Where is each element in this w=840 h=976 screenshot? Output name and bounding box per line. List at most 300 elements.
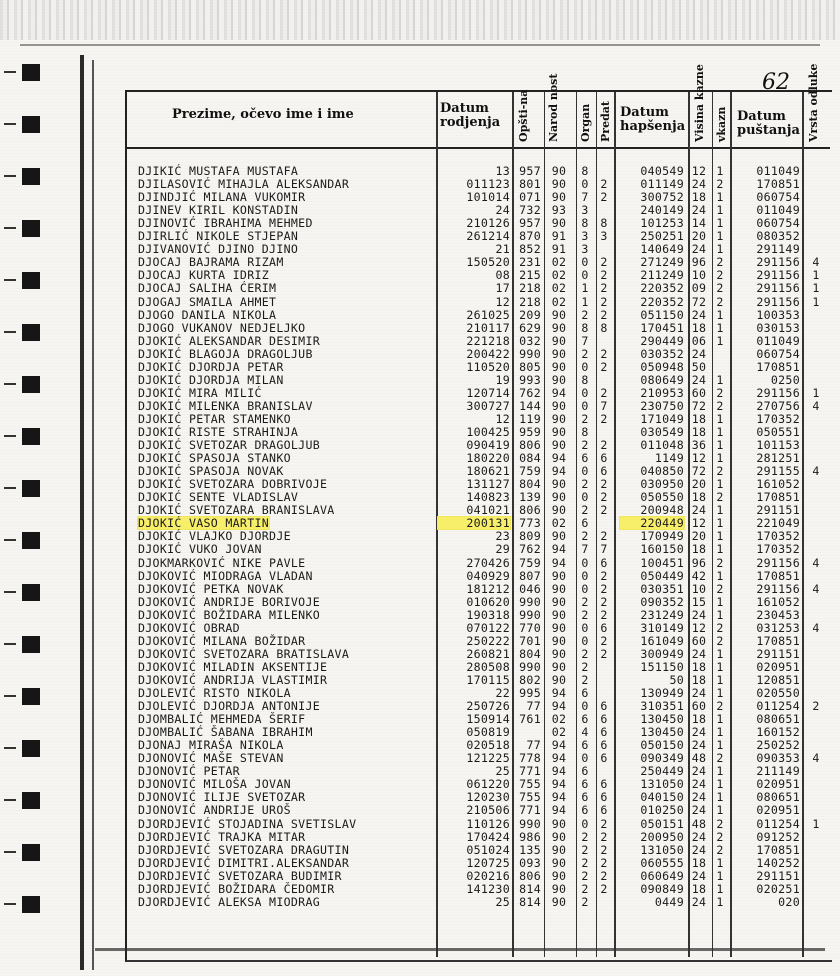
cell-n4: 2 — [600, 646, 608, 661]
cell-n4: 2 — [600, 868, 608, 883]
cell-n4: 6 — [600, 751, 608, 766]
cell-dob: 29 — [495, 542, 510, 557]
cell-name: DJOKOVIĆ BOŽIDARA MILENKO — [138, 607, 321, 622]
cell-name: DJOKIĆ DJORDJA PETAR — [138, 359, 284, 374]
cell-n2: 90 — [551, 216, 567, 231]
cell-name: DJILASOVIĆ MIHAJLA ALEKSANDAR — [138, 177, 350, 192]
cell-n2: 90 — [551, 477, 567, 492]
cell-n1: 773 — [519, 516, 541, 531]
table-row — [0, 883, 840, 895]
cell-name: DJOKOVIĆ PETKA NOVAK — [138, 581, 284, 596]
cell-r1: 18 — [691, 659, 707, 674]
cell-r1: 24 — [691, 738, 707, 753]
cell-arrest: 050151 — [640, 816, 684, 831]
cell-r2: 1 — [716, 203, 724, 218]
cell-n2: 90 — [551, 581, 567, 596]
cell-n1: 629 — [519, 320, 541, 335]
cell-dob: 261214 — [466, 229, 510, 244]
cell-n4: 2 — [600, 359, 608, 374]
cell-release: 160152 — [756, 725, 800, 740]
cell-dob: 25 — [495, 764, 510, 779]
cell-n2: 02 — [551, 712, 567, 727]
cell-r1: 18 — [691, 855, 707, 870]
cell-r1: 24 — [691, 790, 707, 805]
cell-r1: 24 — [691, 764, 707, 779]
table-row — [0, 739, 840, 751]
cell-name: DJOKIĆ SPASOJA STANKO — [138, 451, 291, 466]
cell-release: 270756 — [756, 398, 800, 413]
cell-name: DJOKIĆ MIRA MILIĆ — [138, 385, 262, 400]
cell-n4: 2 — [600, 829, 608, 844]
cell-arrest: 250251 — [640, 229, 684, 244]
cell-n3: 0 — [581, 633, 589, 648]
cell-dob: 300727 — [466, 398, 510, 413]
cell-dob: 050819 — [466, 725, 510, 740]
table-row — [0, 491, 840, 503]
cell-release: 170851 — [756, 842, 800, 857]
table-row — [0, 765, 840, 777]
cell-n2: 94 — [551, 790, 567, 805]
cell-n1: 732 — [519, 203, 541, 218]
cell-arrest: 030351 — [640, 581, 684, 596]
cell-r1: 24 — [691, 372, 707, 387]
cell-name: DJOKOVIĆ MILANA BOŽIDAR — [138, 633, 306, 648]
cell-note: 2 — [812, 699, 820, 714]
cell-r2: 1 — [716, 803, 724, 818]
table-row — [0, 439, 840, 451]
table-row — [0, 217, 840, 229]
cell-dob: 17 — [495, 281, 510, 296]
cell-n1: 755 — [519, 790, 541, 805]
cell-dob: 280508 — [466, 659, 510, 674]
cell-n1: 806 — [519, 868, 541, 883]
cell-n1: 959 — [519, 425, 541, 439]
cell-release: 281251 — [756, 451, 800, 466]
cell-release: 020 — [778, 894, 800, 909]
cell-r1: 48 — [691, 751, 707, 766]
cell-arrest: 170949 — [640, 529, 684, 544]
cell-n2: 90 — [551, 672, 567, 687]
cell-note: 1 — [812, 385, 820, 400]
cell-r2: 2 — [716, 633, 724, 648]
cell-n4: 2 — [600, 268, 608, 283]
cell-r1: 14 — [691, 216, 707, 231]
cell-dob: 121225 — [466, 751, 510, 766]
cell-r1: 18 — [691, 320, 707, 335]
cell-r1: 12 — [691, 451, 707, 466]
cell-dob: 250726 — [466, 699, 510, 714]
cell-n4: 2 — [600, 633, 608, 648]
cell-r2: 2 — [716, 490, 724, 505]
cell-r1: 18 — [691, 190, 707, 205]
cell-n4: 2 — [600, 294, 608, 309]
cell-n2: 90 — [551, 411, 567, 426]
cell-name: DJOKIĆ SVETOZAR DRAGOLJUB — [138, 438, 321, 453]
header-kazna: Visina kazne — [693, 64, 706, 142]
cell-n3: 8 — [581, 320, 589, 335]
cell-name: DJOKIĆ SENTE VLADISLAV — [138, 490, 299, 505]
cell-r1: 12 — [691, 620, 707, 635]
cell-n2: 94 — [551, 764, 567, 779]
cell-arrest: 050550 — [640, 490, 684, 505]
header-vkazn: vkazn — [715, 106, 728, 142]
cell-r1: 96 — [691, 555, 707, 570]
cell-n4: 6 — [600, 738, 608, 753]
cell-dob: 170115 — [466, 672, 510, 687]
cell-arrest: 011149 — [640, 177, 684, 192]
cell-r2: 1 — [716, 646, 724, 661]
cell-dob: 120714 — [466, 385, 510, 400]
cell-name: DJOLEVIĆ DJORDJA ANTONIJE — [138, 699, 321, 714]
cell-n2: 02 — [551, 725, 567, 740]
cell-n1: 77 — [526, 738, 541, 753]
cell-r1: 72 — [691, 398, 707, 413]
cell-n2: 02 — [551, 268, 567, 283]
cell-release: 291151 — [756, 868, 800, 883]
cell-r1: 24 — [691, 307, 707, 322]
cell-dob: 070122 — [466, 620, 510, 635]
cell-r2: 1 — [716, 229, 724, 244]
cell-r2: 2 — [716, 177, 724, 192]
table-row — [0, 465, 840, 477]
cell-n1: 701 — [519, 633, 541, 648]
cell-n1: 77 — [526, 699, 541, 714]
table-row — [0, 269, 840, 281]
cell-r1: 72 — [691, 464, 707, 479]
header-note: Vrsta odluke — [807, 63, 820, 142]
cell-dob: 140823 — [466, 490, 510, 505]
cell-arrest: 220449 — [620, 517, 684, 529]
table-row — [0, 374, 840, 386]
cell-n1: 762 — [519, 542, 541, 557]
cell-n3: 6 — [581, 686, 589, 700]
cell-n2: 90 — [551, 307, 567, 322]
cell-n1: 093 — [519, 855, 541, 870]
cell-arrest: 220352 — [640, 281, 684, 296]
table-row — [0, 857, 840, 869]
cell-r1: 24 — [691, 203, 707, 218]
header-release: Datum puštanja — [737, 109, 800, 138]
cell-n1: 759 — [519, 555, 541, 570]
cell-r2: 2 — [716, 281, 724, 296]
cell-r2: 1 — [716, 438, 724, 453]
table-row — [0, 687, 840, 699]
cell-n2: 90 — [551, 398, 567, 413]
cell-release: 030153 — [756, 320, 800, 335]
cell-r2: 1 — [716, 659, 724, 674]
cell-n3: 1 — [581, 294, 589, 309]
cell-r1: 24 — [691, 725, 707, 740]
cell-n3: 0 — [581, 255, 589, 270]
cell-release: 140252 — [756, 855, 800, 870]
cell-release: 100353 — [756, 307, 800, 322]
cell-release: 091252 — [756, 829, 800, 844]
cell-name: DJOKOVIĆ ANDRIJE BORIVOJE — [138, 594, 321, 609]
cell-n2: 90 — [551, 190, 567, 205]
cell-n4: 6 — [600, 803, 608, 818]
cell-r2: 2 — [716, 829, 724, 844]
cell-dob: 011123 — [466, 177, 510, 192]
cell-r2: 2 — [716, 555, 724, 570]
cell-name: DJOMBALIĆ ŠABANA IBRAHIM — [138, 725, 313, 740]
cell-n3: 6 — [581, 738, 589, 753]
binding-hole — [22, 116, 40, 133]
top-rule — [20, 44, 820, 46]
cell-r1: 18 — [691, 411, 707, 426]
cell-dob: 19 — [495, 372, 510, 387]
table-row — [0, 517, 840, 529]
table-row — [0, 348, 840, 360]
cell-r2: 2 — [716, 464, 724, 479]
cell-n3: 2 — [581, 307, 589, 322]
header-opstina: Opšti-na — [517, 89, 530, 142]
cell-n4: 7 — [600, 542, 608, 557]
header-name: Prezime, očevo ime i ime — [172, 107, 354, 122]
cell-arrest: 080649 — [640, 372, 684, 387]
table-row — [0, 778, 840, 790]
cell-name: DJOLEVIĆ RISTO NIKOLA — [138, 686, 291, 700]
cell-r2: 1 — [716, 242, 724, 257]
cell-n1: 759 — [519, 464, 541, 479]
cell-arrest: 051150 — [640, 307, 684, 322]
cell-name: DJORDJEVIĆ BOŽIDARA ČEDOMIR — [138, 881, 335, 896]
cell-dob: 270426 — [466, 555, 510, 570]
cell-n1: 771 — [519, 764, 541, 779]
cell-n3: 1 — [581, 281, 589, 296]
cell-release: 170352 — [756, 542, 800, 557]
cell-dob: 210117 — [466, 320, 510, 335]
cell-n1: 806 — [519, 503, 541, 518]
cell-dob: 21 — [495, 242, 510, 257]
table-row — [0, 713, 840, 725]
cell-r2: 1 — [716, 777, 724, 792]
cell-n4: 6 — [600, 699, 608, 714]
table-row — [0, 818, 840, 830]
cell-arrest: 50 — [669, 672, 684, 687]
cell-dob: 22 — [495, 686, 510, 700]
cell-n2: 90 — [551, 894, 567, 909]
cell-n3: 6 — [581, 712, 589, 727]
cell-r1: 09 — [691, 281, 707, 296]
cell-r2: 2 — [716, 842, 724, 857]
cell-n2: 90 — [551, 620, 567, 635]
cell-n2: 90 — [551, 855, 567, 870]
header-predat: Predat — [599, 101, 612, 142]
cell-n1: 119 — [519, 411, 541, 426]
cell-n3: 0 — [581, 268, 589, 283]
cell-name: DJORDJEVIĆ SVETOZARA BUDIMIR — [138, 868, 342, 883]
cell-n3: 0 — [581, 464, 589, 479]
cell-r1: 18 — [691, 881, 707, 896]
cell-n3: 2 — [581, 868, 589, 883]
cell-n4: 6 — [600, 725, 608, 740]
cell-name: DJONAJ MIRAŠA NIKOLA — [138, 738, 284, 753]
cell-r2: 1 — [716, 881, 724, 896]
cell-n1: 814 — [519, 881, 541, 896]
table-row — [0, 204, 840, 216]
cell-release: 011254 — [756, 699, 800, 714]
cell-n3: 2 — [581, 346, 589, 361]
cell-r2: 1 — [716, 451, 724, 466]
cell-n1: 957 — [519, 164, 541, 178]
cell-name: DJORDJEVIĆ SVETOZARA DRAGUTIN — [138, 842, 350, 857]
table-row — [0, 543, 840, 555]
cell-release: 230453 — [756, 607, 800, 622]
cell-n2: 94 — [551, 451, 567, 466]
cell-n2: 94 — [551, 542, 567, 557]
cell-arrest: 310149 — [640, 620, 684, 635]
cell-release: 211149 — [756, 764, 800, 779]
cell-r2: 2 — [716, 294, 724, 309]
cell-r1: 50 — [691, 359, 707, 374]
cell-release: 170851 — [756, 568, 800, 583]
cell-arrest: 030950 — [640, 477, 684, 492]
cell-n2: 90 — [551, 320, 567, 335]
cell-n2: 90 — [551, 164, 567, 178]
cell-n3: 7 — [581, 190, 589, 205]
cell-n1: 804 — [519, 477, 541, 492]
cell-arrest: 210953 — [640, 385, 684, 400]
table-row — [0, 530, 840, 542]
table-row — [0, 230, 840, 242]
cell-n3: 8 — [581, 164, 589, 178]
cell-r2: 2 — [716, 620, 724, 635]
cell-arrest: 250449 — [640, 764, 684, 779]
cell-n1: 852 — [519, 242, 541, 257]
cell-n3: 0 — [581, 177, 589, 192]
cell-arrest: 040549 — [640, 164, 684, 178]
cell-r1: 24 — [691, 346, 707, 361]
cell-n2: 02 — [551, 281, 567, 296]
cell-name: DJONOVIĆ MAŠE STEVAN — [138, 751, 284, 766]
cell-n4: 7 — [600, 398, 608, 413]
cell-n3: 4 — [581, 725, 589, 740]
cell-r1: 24 — [691, 646, 707, 661]
cell-n3: 0 — [581, 359, 589, 374]
cell-n2: 90 — [551, 177, 567, 192]
cell-note: 4 — [812, 751, 820, 766]
cell-dob: 061220 — [466, 777, 510, 792]
cell-n2: 94 — [551, 751, 567, 766]
cell-r2: 2 — [716, 581, 724, 596]
cell-arrest: 130450 — [640, 712, 684, 727]
table-row — [0, 583, 840, 595]
cell-r1: 06 — [691, 333, 707, 348]
cell-name: DJOKMARKOVIĆ NIKE PAVLE — [138, 555, 306, 570]
cell-n1: 231 — [519, 255, 541, 270]
page-number: 62 — [762, 70, 790, 95]
cell-n2: 90 — [551, 438, 567, 453]
cell-r1: 24 — [691, 686, 707, 700]
cell-r2: 1 — [716, 542, 724, 557]
cell-r1: 24 — [691, 894, 707, 909]
cell-n3: 6 — [581, 803, 589, 818]
cell-r2: 1 — [716, 855, 724, 870]
cell-arrest: 200950 — [640, 829, 684, 844]
cell-n3: 0 — [581, 490, 589, 505]
cell-dob: 051024 — [466, 842, 510, 857]
cell-r1: 18 — [691, 490, 707, 505]
cell-n1: 957 — [519, 216, 541, 231]
cell-n1: 762 — [519, 385, 541, 400]
cell-r2: 2 — [716, 398, 724, 413]
cell-release: 101153 — [756, 438, 800, 453]
table-row — [0, 296, 840, 308]
cell-n1: 218 — [519, 281, 541, 296]
cell-n4: 2 — [600, 503, 608, 518]
cell-n1: 801 — [519, 177, 541, 192]
cell-n4: 6 — [600, 555, 608, 570]
cell-n3: 7 — [581, 333, 589, 348]
table-row — [0, 596, 840, 608]
cell-release: 080651 — [756, 712, 800, 727]
cell-dob: 210126 — [466, 216, 510, 231]
cell-arrest: 101253 — [640, 216, 684, 231]
cell-n1: 071 — [519, 190, 541, 205]
table-row — [0, 570, 840, 582]
table-row — [0, 309, 840, 321]
cell-r2: 1 — [716, 672, 724, 687]
cell-n1: 990 — [519, 659, 541, 674]
table-row — [0, 426, 840, 438]
cell-n1: 809 — [519, 529, 541, 544]
cell-name: DJORDJEVIĆ TRAJKA MITAR — [138, 829, 306, 844]
cell-name: DJOCAJ BAJRAMA RIZAM — [138, 255, 284, 270]
cell-n2: 90 — [551, 359, 567, 374]
header-organ: Organ — [579, 103, 592, 142]
cell-r2: 1 — [716, 529, 724, 544]
cell-r1: 48 — [691, 816, 707, 831]
cell-dob: 120230 — [466, 790, 510, 805]
cell-release: 161052 — [756, 477, 800, 492]
cell-arrest: 140649 — [640, 242, 684, 257]
cell-r2: 1 — [716, 516, 724, 531]
cell-r1: 24 — [691, 868, 707, 883]
cell-dob: 180621 — [466, 464, 510, 479]
cell-n2: 90 — [551, 425, 567, 439]
cell-r1: 24 — [691, 242, 707, 257]
cell-note: 4 — [812, 398, 820, 413]
cell-dob: 25 — [495, 894, 510, 909]
table-row — [0, 648, 840, 660]
cell-n1: 770 — [519, 620, 541, 635]
cell-r2: 2 — [716, 699, 724, 714]
cell-name: DJOKOVIĆ SVETOZARA BRATISLAVA — [138, 646, 350, 661]
cell-dob: 181212 — [466, 581, 510, 596]
cell-dob: 040929 — [466, 568, 510, 583]
cell-n3: 2 — [581, 855, 589, 870]
cell-arrest: 090352 — [640, 594, 684, 609]
cell-n4: 2 — [600, 816, 608, 831]
cell-r2: 1 — [716, 894, 724, 909]
cell-r2: 1 — [716, 320, 724, 335]
cell-r1: 10 — [691, 268, 707, 283]
cell-dob: 190318 — [466, 607, 510, 622]
cell-r2: 1 — [716, 307, 724, 322]
cell-r1: 60 — [691, 633, 707, 648]
cell-r2: 2 — [716, 268, 724, 283]
cell-n4: 6 — [600, 620, 608, 635]
cell-n2: 90 — [551, 646, 567, 661]
table-row — [0, 870, 840, 882]
cell-n3: 0 — [581, 398, 589, 413]
cell-n2: 94 — [551, 555, 567, 570]
cell-n1: 995 — [519, 686, 541, 700]
cell-name: DJOCAJ KURTA IDRIZ — [138, 268, 270, 283]
table-row — [0, 726, 840, 738]
cell-dob: 110520 — [466, 359, 510, 374]
cell-n3: 6 — [581, 516, 589, 531]
